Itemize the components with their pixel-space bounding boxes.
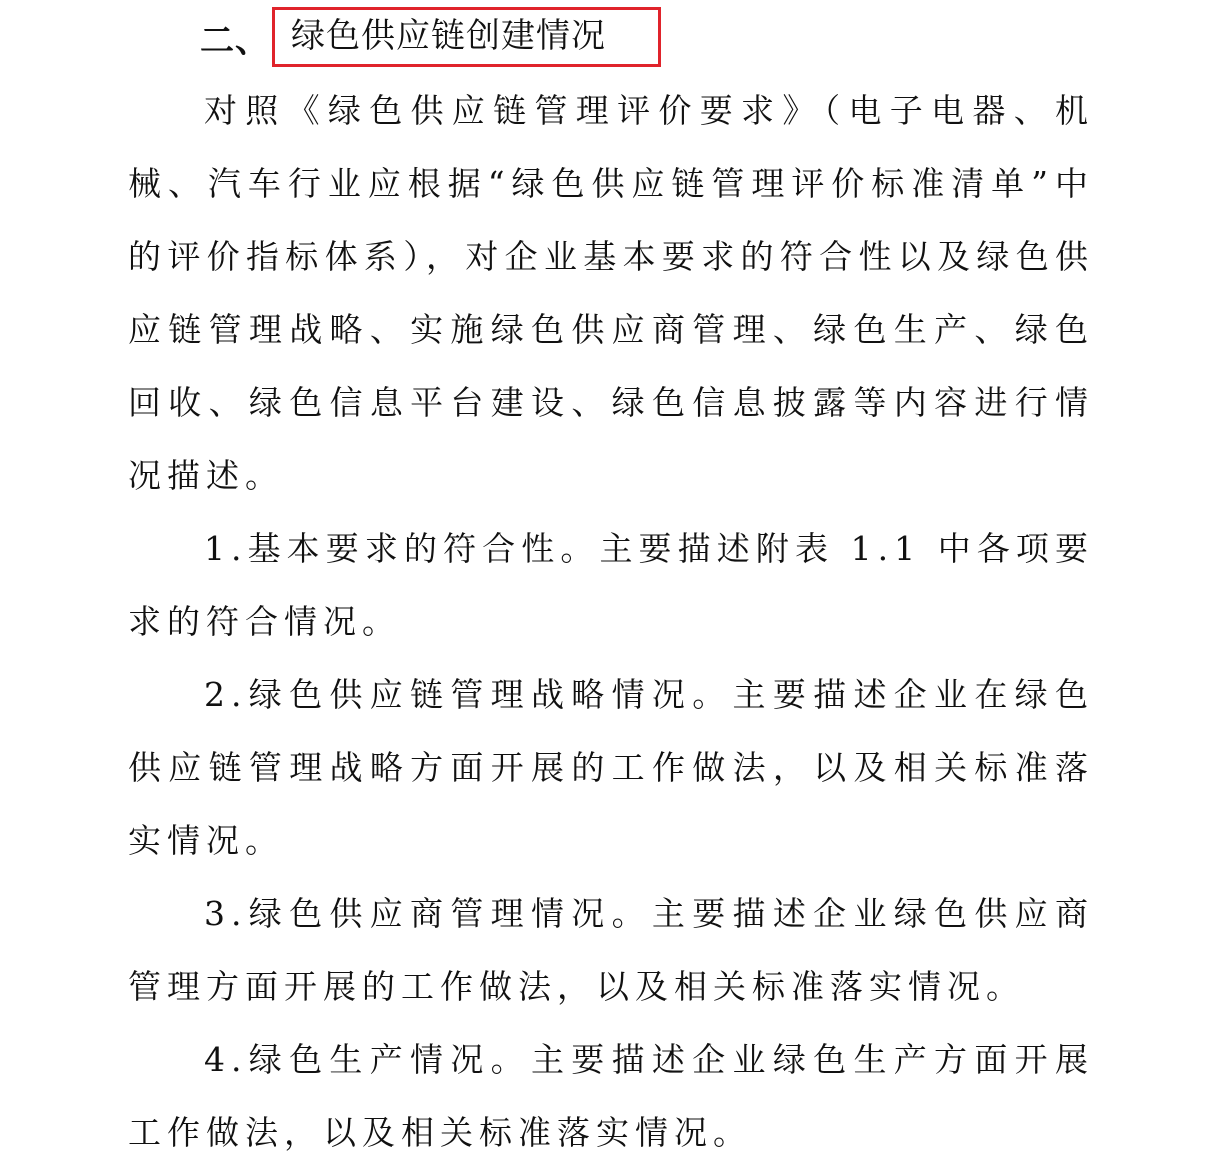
intro-paragraph: 对照《绿色供应链管理评价要求》（电子电器、机械、汽车行业应根据“绿色供应链管理评价标准清单”中的评价指标体系），对企业基本要求的符合性以及绿色供应链管理战略、实施绿色供应商管理、绿色生产、绿色回收、绿色信息平台建设、绿色信息披露等内容进行情况描述。 xyxy=(128,91,1094,495)
item-basic-requirements: 1.基本要求的符合性。主要描述附表 1.1 中各项要求的符合情况。 xyxy=(128,529,1094,641)
highlighted-section-title: 绿色供应链创建情况 xyxy=(272,7,661,67)
section-number: 二、 xyxy=(200,20,270,61)
section-body xyxy=(128,74,1094,1169)
item-management-strategy: 2.绿色供应链管理战略情况。主要描述企业在绿色供应链管理战略方面开展的工作做法，以及相关标准落实情况。 xyxy=(128,675,1094,860)
item-green-production: 4.绿色生产情况。主要描述企业绿色生产方面开展工作做法，以及相关标准落实情况。 xyxy=(128,1040,1094,1152)
section-heading xyxy=(200,8,661,66)
item-supplier-management: 3.绿色供应商管理情况。主要描述企业绿色供应商管理方面开展的工作做法，以及相关标准落实情况。 xyxy=(128,894,1094,1006)
